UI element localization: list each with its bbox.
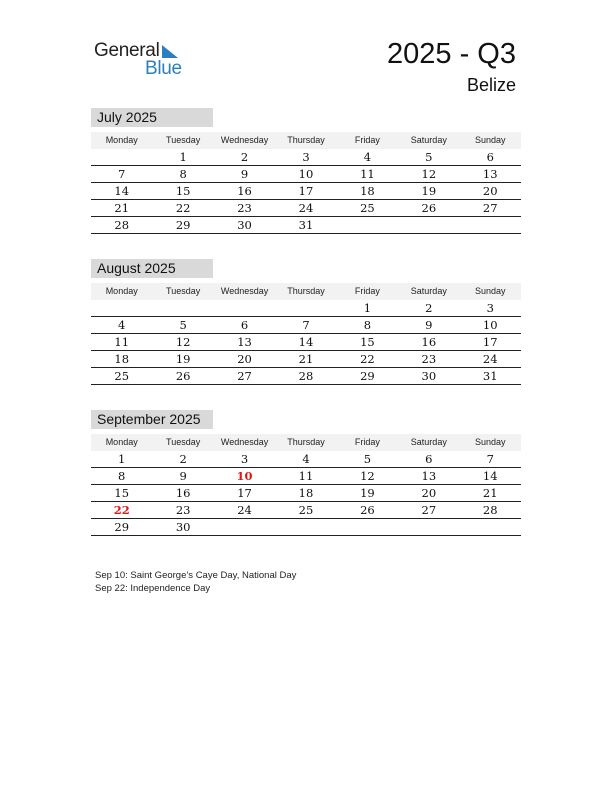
day-cell: 6 (240, 318, 249, 332)
day-cell: 28 (298, 369, 314, 383)
day-cell: 23 (175, 503, 191, 517)
day-cell: 16 (421, 335, 437, 349)
day-cell: 19 (421, 184, 437, 198)
day-cell: 9 (425, 318, 433, 332)
day-cell (91, 149, 152, 165)
day-cell: 2 (425, 301, 433, 315)
day-cell: 17 (237, 486, 252, 500)
week-grid (91, 300, 521, 385)
weekday-label: Wednesday (220, 286, 269, 296)
day-cell: 29 (114, 520, 130, 534)
day-cell: 27 (237, 369, 252, 383)
holiday-day-cell: 22 (113, 503, 130, 517)
weekday-label: Sunday (474, 135, 506, 145)
weekday-label: Sunday (474, 286, 506, 296)
day-cell: 27 (482, 201, 498, 215)
day-cell: 15 (360, 335, 375, 349)
week-row (91, 468, 521, 485)
day-cell: 5 (363, 452, 372, 466)
week-grid (91, 149, 521, 234)
month-august (91, 259, 521, 385)
day-cell: 3 (486, 301, 494, 315)
day-cell: 1 (179, 150, 187, 164)
month-september (91, 410, 521, 536)
day-cell: 24 (298, 201, 314, 215)
day-cell (460, 217, 521, 233)
weekday-label: Thursday (287, 286, 325, 296)
week-row (91, 166, 521, 183)
day-cell: 3 (240, 452, 249, 466)
day-cell: 26 (175, 369, 191, 383)
day-cell: 24 (237, 503, 252, 517)
day-cell: 23 (237, 201, 252, 215)
day-cell (337, 217, 398, 233)
day-cell: 7 (118, 167, 126, 181)
day-cell: 31 (482, 369, 498, 383)
day-cell: 14 (114, 184, 130, 198)
day-cell (214, 300, 275, 316)
logo-triangle-icon (161, 45, 179, 59)
weekday-label: Wednesday (220, 437, 269, 447)
general-blue-logo (94, 40, 194, 80)
day-cell: 30 (421, 369, 437, 383)
day-cell: 30 (175, 520, 191, 534)
day-cell (275, 300, 336, 316)
day-cell: 7 (302, 318, 310, 332)
day-cell: 27 (421, 503, 437, 517)
day-cell: 31 (298, 218, 314, 232)
weekday-header (91, 283, 521, 300)
day-cell: 11 (360, 167, 375, 181)
logo-text-blue: Blue (145, 58, 182, 79)
day-cell: 19 (360, 486, 375, 500)
day-cell: 11 (114, 335, 130, 349)
day-cell: 21 (482, 486, 498, 500)
weekday-label: Saturday (410, 437, 447, 447)
day-cell: 8 (118, 469, 126, 483)
day-cell: 25 (298, 503, 314, 517)
day-cell (398, 519, 459, 535)
weekday-label: Wednesday (220, 135, 269, 145)
day-cell: 24 (482, 352, 498, 366)
day-cell: 7 (486, 452, 494, 466)
weekday-label: Saturday (410, 135, 447, 145)
day-cell: 17 (482, 335, 498, 349)
holiday-note: Sep 22: Independence Day (95, 583, 211, 594)
weekday-label: Thursday (287, 437, 325, 447)
day-cell: 14 (298, 335, 314, 349)
weekday-label: Sunday (474, 437, 506, 447)
country-name: Belize (466, 75, 516, 95)
day-cell: 16 (237, 184, 252, 198)
day-cell (91, 300, 152, 316)
month-label: August 2025 (91, 259, 213, 278)
weekday-header (91, 434, 521, 451)
day-cell: 18 (360, 184, 375, 198)
day-cell: 29 (360, 369, 375, 383)
week-row (91, 451, 521, 468)
day-cell: 9 (240, 167, 249, 181)
day-cell: 2 (240, 150, 249, 164)
weekday-label: Tuesday (166, 437, 201, 447)
day-cell: 17 (298, 184, 314, 198)
day-cell: 13 (421, 469, 437, 483)
day-cell: 5 (425, 150, 433, 164)
day-cell: 15 (114, 486, 130, 500)
day-cell: 22 (360, 352, 375, 366)
day-cell: 12 (175, 335, 191, 349)
day-cell: 22 (175, 201, 191, 215)
weekday-label: Saturday (410, 286, 447, 296)
day-cell (398, 217, 459, 233)
day-cell: 28 (482, 503, 498, 517)
weekday-label: Tuesday (166, 135, 201, 145)
day-cell: 16 (175, 486, 191, 500)
day-cell: 23 (421, 352, 437, 366)
day-cell: 29 (175, 218, 191, 232)
week-row (91, 502, 521, 519)
day-cell (275, 519, 336, 535)
day-cell (214, 519, 275, 535)
day-cell: 20 (482, 184, 498, 198)
day-cell: 1 (363, 301, 372, 315)
day-cell: 6 (425, 452, 433, 466)
month-july (91, 108, 521, 234)
day-cell: 4 (363, 150, 372, 164)
day-cell: 26 (421, 201, 437, 215)
week-row (91, 149, 521, 166)
day-cell: 20 (421, 486, 437, 500)
day-cell: 18 (114, 352, 130, 366)
day-cell: 5 (179, 318, 187, 332)
day-cell: 10 (482, 318, 498, 332)
day-cell: 10 (298, 167, 314, 181)
week-row (91, 368, 521, 385)
day-cell: 6 (486, 150, 494, 164)
day-cell: 25 (114, 369, 130, 383)
day-cell: 30 (237, 218, 252, 232)
day-cell: 21 (114, 201, 130, 215)
weekday-label: Monday (105, 286, 138, 296)
logo-text-general: General (94, 40, 160, 61)
month-label: July 2025 (91, 108, 213, 127)
day-cell (337, 519, 398, 535)
weekday-header (91, 132, 521, 149)
day-cell: 11 (298, 469, 314, 483)
day-cell: 8 (179, 167, 187, 181)
week-row (91, 334, 521, 351)
page-title: 2025 - Q3 (387, 38, 516, 70)
day-cell: 14 (482, 469, 498, 483)
day-cell: 21 (298, 352, 314, 366)
day-cell: 9 (179, 469, 187, 483)
day-cell: 19 (175, 352, 191, 366)
day-cell: 13 (482, 167, 498, 181)
week-row (91, 519, 521, 536)
day-cell: 3 (302, 150, 310, 164)
week-row (91, 217, 521, 234)
weekday-label: Thursday (287, 135, 325, 145)
day-cell: 18 (298, 486, 314, 500)
day-cell: 2 (179, 452, 187, 466)
day-cell: 25 (360, 201, 375, 215)
week-row (91, 351, 521, 368)
month-label: September 2025 (91, 410, 213, 429)
holiday-notes (95, 569, 296, 595)
weekday-label: Monday (105, 135, 138, 145)
weekday-label: Friday (354, 135, 380, 145)
day-cell: 26 (360, 503, 375, 517)
weekday-label: Friday (354, 437, 380, 447)
week-row (91, 317, 521, 334)
day-cell: 12 (360, 469, 375, 483)
weekday-label: Monday (105, 437, 138, 447)
day-cell: 20 (237, 352, 252, 366)
day-cell: 1 (118, 452, 126, 466)
day-cell: 8 (363, 318, 372, 332)
holiday-note: Sep 10: Saint George’s Caye Day, National Day (95, 570, 297, 581)
day-cell: 28 (114, 218, 130, 232)
day-cell: 12 (421, 167, 437, 181)
weekday-label: Tuesday (166, 286, 201, 296)
weekday-label: Friday (354, 286, 380, 296)
day-cell: 4 (302, 452, 310, 466)
day-cell (152, 300, 213, 316)
holiday-day-cell: 10 (236, 469, 253, 483)
day-cell: 4 (118, 318, 126, 332)
day-cell (460, 519, 521, 535)
week-row (91, 200, 521, 217)
week-grid (91, 451, 521, 536)
week-row (91, 183, 521, 200)
day-cell: 15 (175, 184, 191, 198)
week-row (91, 300, 521, 317)
day-cell: 13 (237, 335, 252, 349)
week-row (91, 485, 521, 502)
